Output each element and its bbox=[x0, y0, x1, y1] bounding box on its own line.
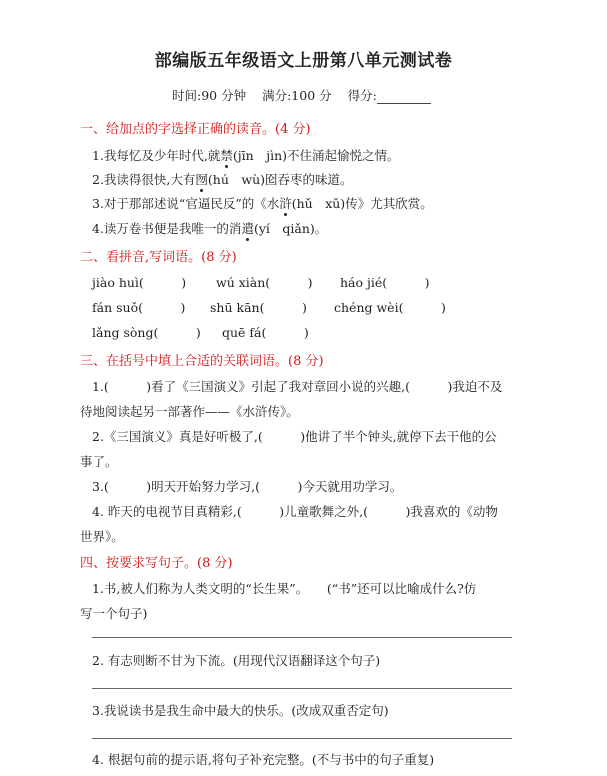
answer-line[interactable] bbox=[92, 637, 512, 638]
section-4-heading: 四、按要求写句子。(8 分) bbox=[80, 556, 233, 571]
q1-item: 1.我每忆及少年时代,就禁(jīn jìn)不住涌起愉悦之情。 bbox=[92, 148, 400, 163]
score-label: 得分: bbox=[347, 88, 377, 103]
q4-line: 4. 根据句前的提示语,将句子补充完整。(不与书中的句子重复) bbox=[92, 752, 435, 767]
section-2-heading: 二、看拼音,写词语。(8 分) bbox=[80, 250, 237, 265]
pinyin-item: lǎng sòng( ) bbox=[92, 325, 201, 340]
time-label: 时间:90 分钟 bbox=[172, 88, 247, 103]
q4-line: 写一个句子) bbox=[80, 606, 148, 621]
q3-line: 2.《三国演义》真是好听极了,( )他讲了半个钟头,就停下去干他的公 bbox=[92, 429, 497, 444]
dotted-char: 禁 bbox=[220, 148, 233, 163]
full-score-label: 满分:100 分 bbox=[262, 88, 332, 103]
dotted-char: 囫 bbox=[195, 172, 208, 187]
q1-item: 2.我读得很快,大有囫(hú wù)囵吞枣的味道。 bbox=[92, 172, 353, 187]
q3-line: 4. 昨天的电视节目真精彩,( )儿童歌舞之外,( )我喜欢的《动物 bbox=[92, 504, 498, 519]
pinyin-item: háo jié( ) bbox=[340, 275, 430, 290]
pinyin-item: jiào huì( ) bbox=[92, 275, 187, 290]
pinyin-item: quē fá( ) bbox=[222, 325, 309, 340]
dotted-char: 浒 bbox=[279, 196, 292, 211]
q1-item: 3.对于那部述说“官逼民反”的《水浒(hǔ xǔ)传》尤其欣赏。 bbox=[92, 196, 433, 211]
q4-line: 1.书,被人们称为人类文明的“长生果”。 (“书”还可以比喻成什么?仿 bbox=[92, 581, 477, 596]
section-1-heading: 一、给加点的字选择正确的读音。(4 分) bbox=[80, 122, 311, 137]
section-3-heading: 三、在括号中填上合适的关联词语。(8 分) bbox=[80, 354, 324, 369]
pinyin-item: fán suǒ( ) bbox=[92, 300, 186, 315]
q4-line: 2. 有志则断不甘为下流。(用现代汉语翻译这个句子) bbox=[92, 653, 381, 668]
q4-line: 3.我说读书是我生命中最大的快乐。(改成双重否定句) bbox=[92, 703, 389, 718]
q3-line: 事了。 bbox=[80, 454, 118, 469]
answer-line[interactable] bbox=[92, 688, 512, 689]
q1-item: 4.读万卷书便是我唯一的消遣(yí qiǎn)。 bbox=[92, 221, 328, 236]
q3-line: 1.( )看了《三国演义》引起了我对章回小说的兴趣,( )我迫不及 bbox=[92, 379, 503, 394]
pinyin-item: wú xiàn( ) bbox=[216, 275, 313, 290]
page-title: 部编版五年级语文上册第八单元测试卷 bbox=[154, 51, 453, 71]
answer-line[interactable] bbox=[92, 738, 512, 739]
q3-line: 待地阅读起另一部著作——《水浒传》。 bbox=[80, 404, 299, 419]
q3-line: 世界》。 bbox=[80, 529, 124, 544]
dotted-char: 遣 bbox=[241, 221, 254, 236]
exam-meta bbox=[172, 86, 431, 104]
q3-line: 3.( )明天开始努力学习,( )今天就用功学习。 bbox=[92, 479, 403, 494]
pinyin-item: chéng wèi( ) bbox=[334, 300, 446, 315]
pinyin-item: shū kān( ) bbox=[210, 300, 307, 315]
score-blank[interactable] bbox=[377, 91, 431, 104]
